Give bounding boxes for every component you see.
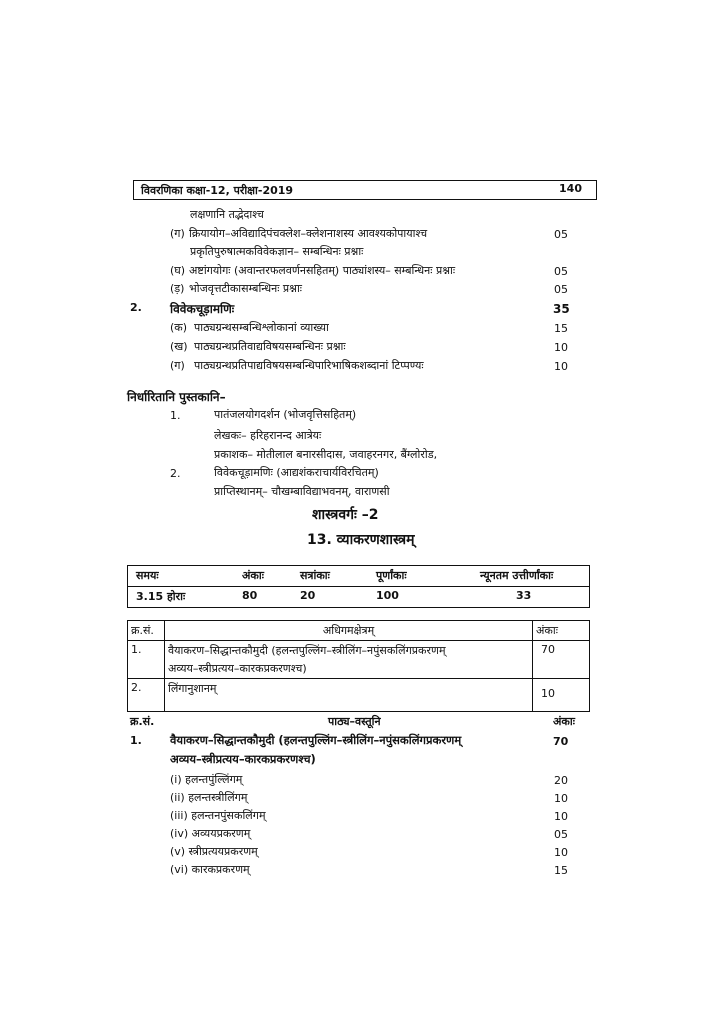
item-text: पाठ्यग्रन्थसम्बन्धिश्लोकानां व्याख्या <box>194 321 329 334</box>
table-header: क्र.सं. <box>128 621 165 641</box>
list-item: (ii) हलन्तस्त्रीलिंगम् <box>170 791 248 804</box>
content-head-title: पाठ्य–वस्तूनि <box>328 715 381 728</box>
content-number: 1. <box>130 734 142 747</box>
cont-line: क्रियायोग–अविद्यादिपंचक्लेश–क्लेशनाशस्य आवश्यकोपायाश्च <box>189 227 428 240</box>
table-cell: 100 <box>376 587 480 608</box>
header-title: विवरणिका कक्षा-12, परीक्षा-2019 <box>141 184 294 197</box>
table-header: अंकाः <box>242 566 300 587</box>
page-number: 140 <box>559 182 582 195</box>
section-title: विवेकचूड़ामणिः <box>170 302 235 316</box>
table-row <box>128 587 590 608</box>
book-place: प्राप्तिस्थानम्– चौखम्बाविद्याभवनम्, वाराणसी <box>214 485 390 498</box>
item-label: (ख) <box>170 340 188 353</box>
list-item: (i) हलन्तपुंल्लिंगम् <box>170 773 243 786</box>
list-item: (iv) अव्ययप्रकरणम् <box>170 827 251 840</box>
cont-marks: 05 <box>554 228 568 241</box>
table-row <box>128 679 590 712</box>
books-heading: निर्धारितानि पुस्तकानि– <box>127 390 226 404</box>
item-label: (क) <box>170 321 188 334</box>
list-item-marks: 20 <box>554 774 568 787</box>
list-item-marks: 10 <box>554 846 568 859</box>
page-header <box>133 180 597 200</box>
list-item-marks: 10 <box>554 792 568 805</box>
learning-table <box>127 620 590 712</box>
table-header: पूर्णांकाः <box>376 566 480 587</box>
list-item-marks: 15 <box>554 864 568 877</box>
content-line: अव्यय–स्त्रीप्रत्यय–कारकप्रकरणश्च) <box>170 752 316 766</box>
cont-marks: 05 <box>554 265 568 278</box>
item-label: (ग) <box>170 359 185 372</box>
subject-title: 13. व्याकरणशास्त्रम् <box>307 532 415 548</box>
list-item: (vi) कारकप्रकरणम् <box>170 863 250 876</box>
table-row <box>128 641 590 679</box>
list-item-marks: 10 <box>554 810 568 823</box>
table-header: अंकाः <box>533 621 590 641</box>
table-cell: 80 <box>242 587 300 608</box>
cont-marks: 05 <box>554 283 568 296</box>
item-marks: 10 <box>554 341 568 354</box>
section-number: 2. <box>130 301 142 314</box>
list-item-marks: 05 <box>554 828 568 841</box>
row-line: वैयाकरण–सिद्धान्तकौमुदी (हलन्तपुल्लिंग–स्त्रीलिंग–नपुंसकलिंगप्रकरणम् <box>168 644 446 657</box>
cont-label: (घ) <box>170 264 186 277</box>
table-header: समयः <box>128 566 243 587</box>
list-item: (iii) हलन्तनपुंसकलिंगम् <box>170 809 266 822</box>
cont-line: भोजवृत्तटीकासम्बन्धिनः प्रश्नाः <box>189 282 303 295</box>
list-item: (v) स्त्रीप्रत्ययप्रकरणम् <box>170 845 258 858</box>
table-cell: 10 <box>533 679 590 712</box>
cont-line: लक्षणानि तद्भेदाश्च <box>190 208 264 221</box>
book-author: लेखकः– हरिहरानन्द आत्रेयः <box>214 429 322 442</box>
cont-label: (ड़) <box>170 282 185 295</box>
book-publisher: प्रकाशक– मोतीलाल बनारसीदास, जवाहरनगर, बैंग्लोरोड, <box>214 448 438 461</box>
varga-heading: शास्त्रवर्गः –2 <box>312 507 379 523</box>
table-header: न्यूनतम उत्तीर्णांकाः <box>480 566 590 587</box>
item-text: पाठ्यग्रन्थप्रतिपाद्यविषयसम्बन्धिपारिभाषिकशब्दानां टिप्पण्यः <box>194 359 424 372</box>
table-cell: 20 <box>300 587 376 608</box>
table-cell: 1. <box>128 641 165 679</box>
section-marks: 35 <box>553 302 570 316</box>
table-header: अधिगमक्षेत्रम् <box>165 621 533 641</box>
table-cell: 3.15 होराः <box>128 587 243 608</box>
table-cell: लिंगानुशानम् <box>165 679 533 712</box>
table-cell: 33 <box>480 587 590 608</box>
table-header: सत्रांकाः <box>300 566 376 587</box>
cont-line: प्रकृतिपुरुषात्मकविवेकज्ञान– सम्बन्धिनः प्रश्नाः <box>190 245 364 258</box>
row-line: अव्यय–स्त्रीप्रत्यय–कारकप्रकरणश्च) <box>168 662 307 675</box>
content-line: वैयाकरण–सिद्धान्तकौमुदी (हलन्तपुल्लिंग–स्त्रीलिंग–नपुंसकलिंगप्रकरणम् <box>170 733 462 747</box>
content-head-num: क्र.सं. <box>130 715 155 728</box>
cont-line: अष्टांगयोगः (अवान्तरफलवर्णनसहितम्) पाठ्यांशस्य– सम्बन्धिनः प्रश्नाः <box>189 264 456 277</box>
item-text: पाठ्यग्रन्थप्रतिवाद्यविषयसम्बन्धिनः प्रश्नाः <box>194 340 346 353</box>
item-marks: 15 <box>554 322 568 335</box>
table-cell: 70 <box>533 641 590 679</box>
content-marks: 70 <box>553 735 569 748</box>
table-row <box>128 566 590 587</box>
item-marks: 10 <box>554 360 568 373</box>
book-number: 2. <box>170 467 181 480</box>
book-title: पातंजलयोगदर्शन (भोजवृत्तिसहितम्) <box>214 408 357 421</box>
exam-table <box>127 565 590 608</box>
book-title: विवेकचूड़ामणिः (आद्यशंकराचार्यविरचितम्) <box>214 466 379 479</box>
table-cell <box>165 641 533 679</box>
table-cell: 2. <box>128 679 165 712</box>
book-number: 1. <box>170 409 181 422</box>
content-head-marks: अंकाः <box>553 715 575 728</box>
table-row <box>128 621 590 641</box>
cont-label: (ग) <box>170 227 185 240</box>
